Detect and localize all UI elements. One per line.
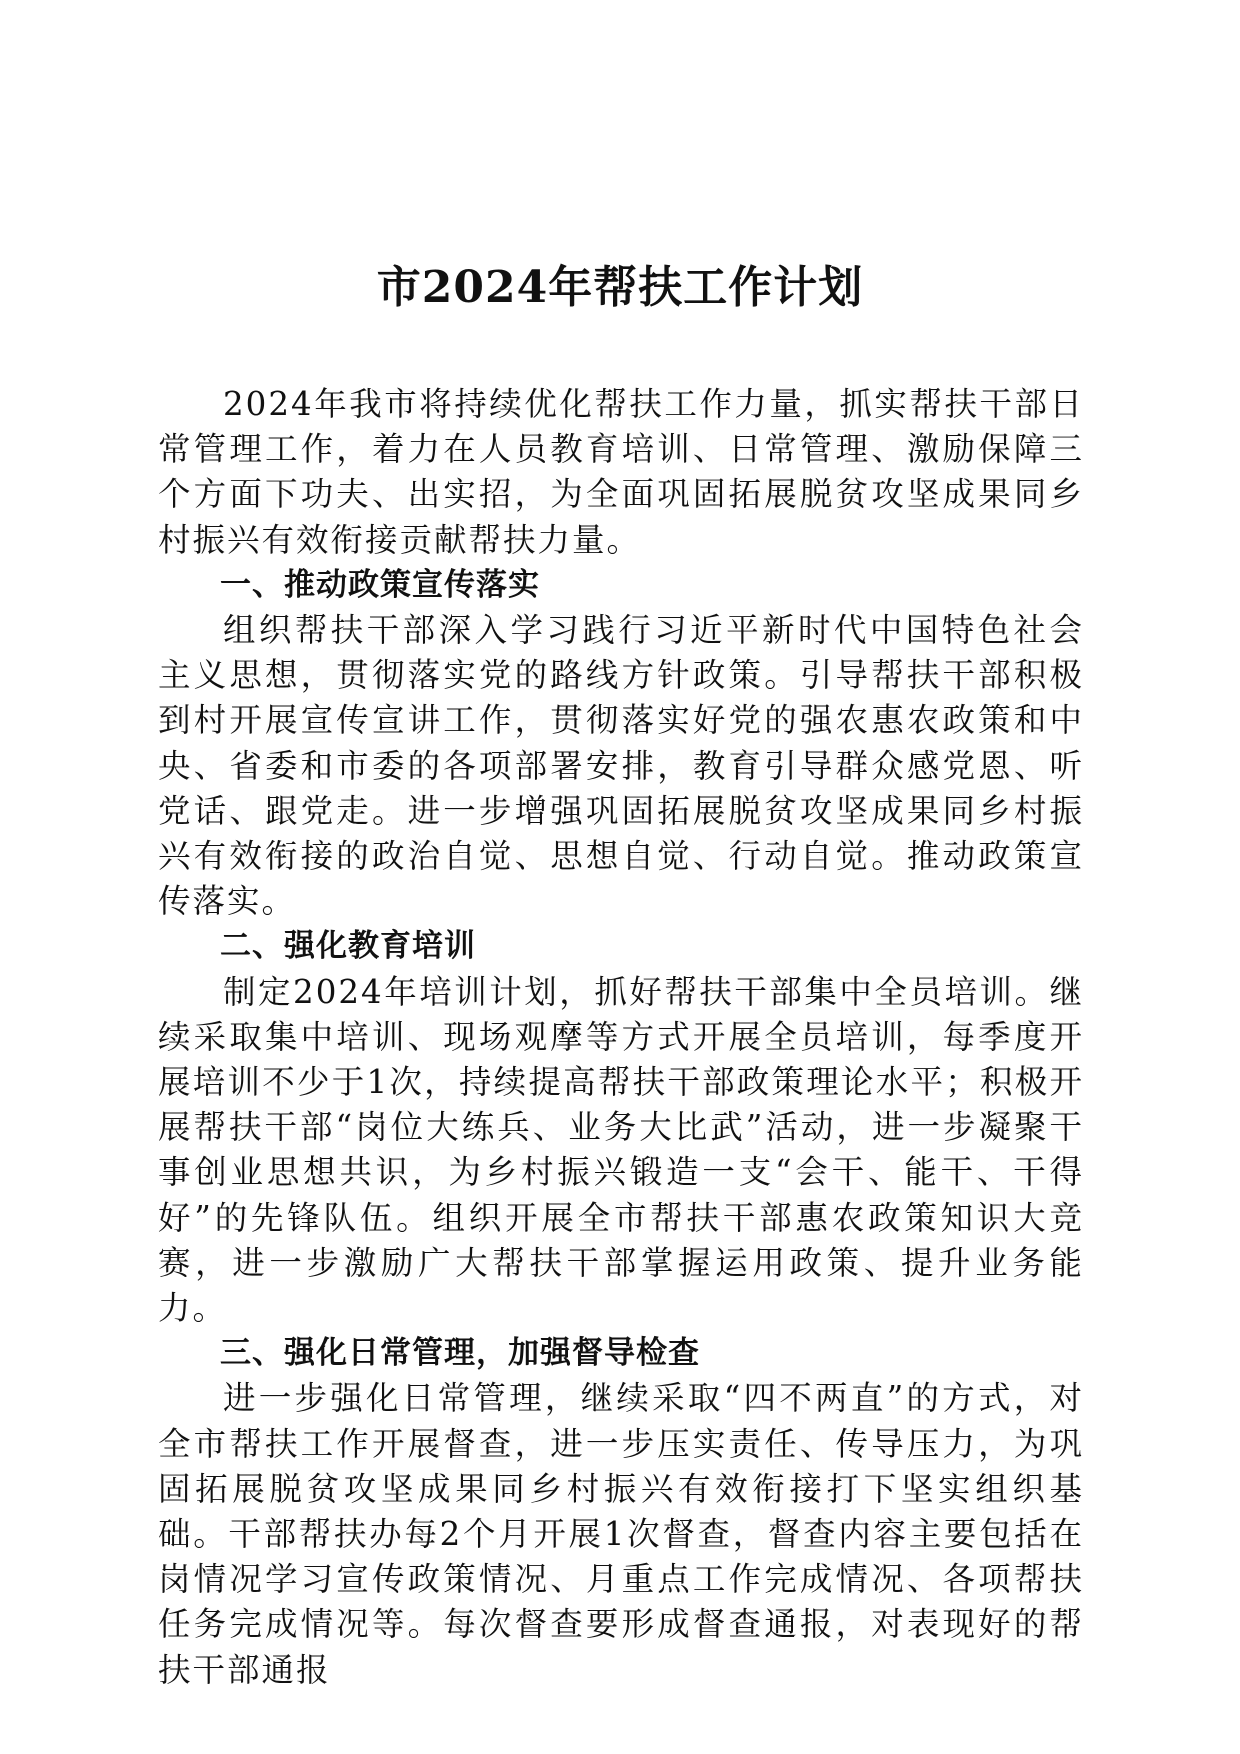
section-1-paragraph: 组织帮扶干部深入学习践行习近平新时代中国特色社会主义思想，贯彻落实党的路线方针政策。引导帮扶干部积极到村开展宣传宣讲工作，贯彻落实好党的强农惠农政策和中央、省委和市委的各项部署安排，教育引导群众感党恩、听党话、跟党走。进一步增强巩固拓展脱贫攻坚成果同乡村振兴有效衔接的政治自觉、思想自觉、行动自觉。推动政策宣传落实。 bbox=[158, 611, 1084, 921]
document-title: 市2024年帮扶工作计划 bbox=[376, 262, 864, 313]
intro-paragraph: 2024年我市将持续优化帮扶工作力量，抓实帮扶干部日常管理工作，着力在人员教育培训、日常管理、激励保障三个方面下功夫、出实招，为全面巩固拓展脱贫攻坚成果同乡村振兴有效衔接贡献帮扶力量。 bbox=[158, 385, 1084, 559]
section-3-heading: 三、强化日常管理，加强督导检查 bbox=[220, 1335, 700, 1372]
section-2-heading: 二、强化教育培训 bbox=[220, 928, 476, 965]
section-2-paragraph: 制定2024年培训计划，抓好帮扶干部集中全员培训。继续采取集中培训、现场观摩等方式开展全员培训，每季度开展培训不少于1次，持续提高帮扶干部政策理论水平；积极开展帮扶干部“岗位大练兵、业务大比武”活动，进一步凝聚干事创业思想共识，为乡村振兴锻造一支“会干、能干、干得好”的先锋队伍。组织开展全市帮扶干部惠农政策知识大竞赛，进一步激励广大帮扶干部掌握运用政策、提升业务能力。 bbox=[158, 972, 1084, 1328]
section-1-heading: 一、推动政策宣传落实 bbox=[220, 566, 540, 603]
document-body bbox=[158, 382, 1084, 1693]
section-3-paragraph: 进一步强化日常管理，继续采取“四不两直”的方式，对全市帮扶工作开展督查，进一步压实责任、传导压力，为巩固拓展脱贫攻坚成果同乡村振兴有效衔接打下坚实组织基础。干部帮扶办每2个月开展1次督查，督查内容主要包括在岗情况学习宣传政策情况、月重点工作完成情况、各项帮扶任务完成情况等。每次督查要形成督查通报，对表现好的帮扶干部通报 bbox=[158, 1379, 1084, 1689]
